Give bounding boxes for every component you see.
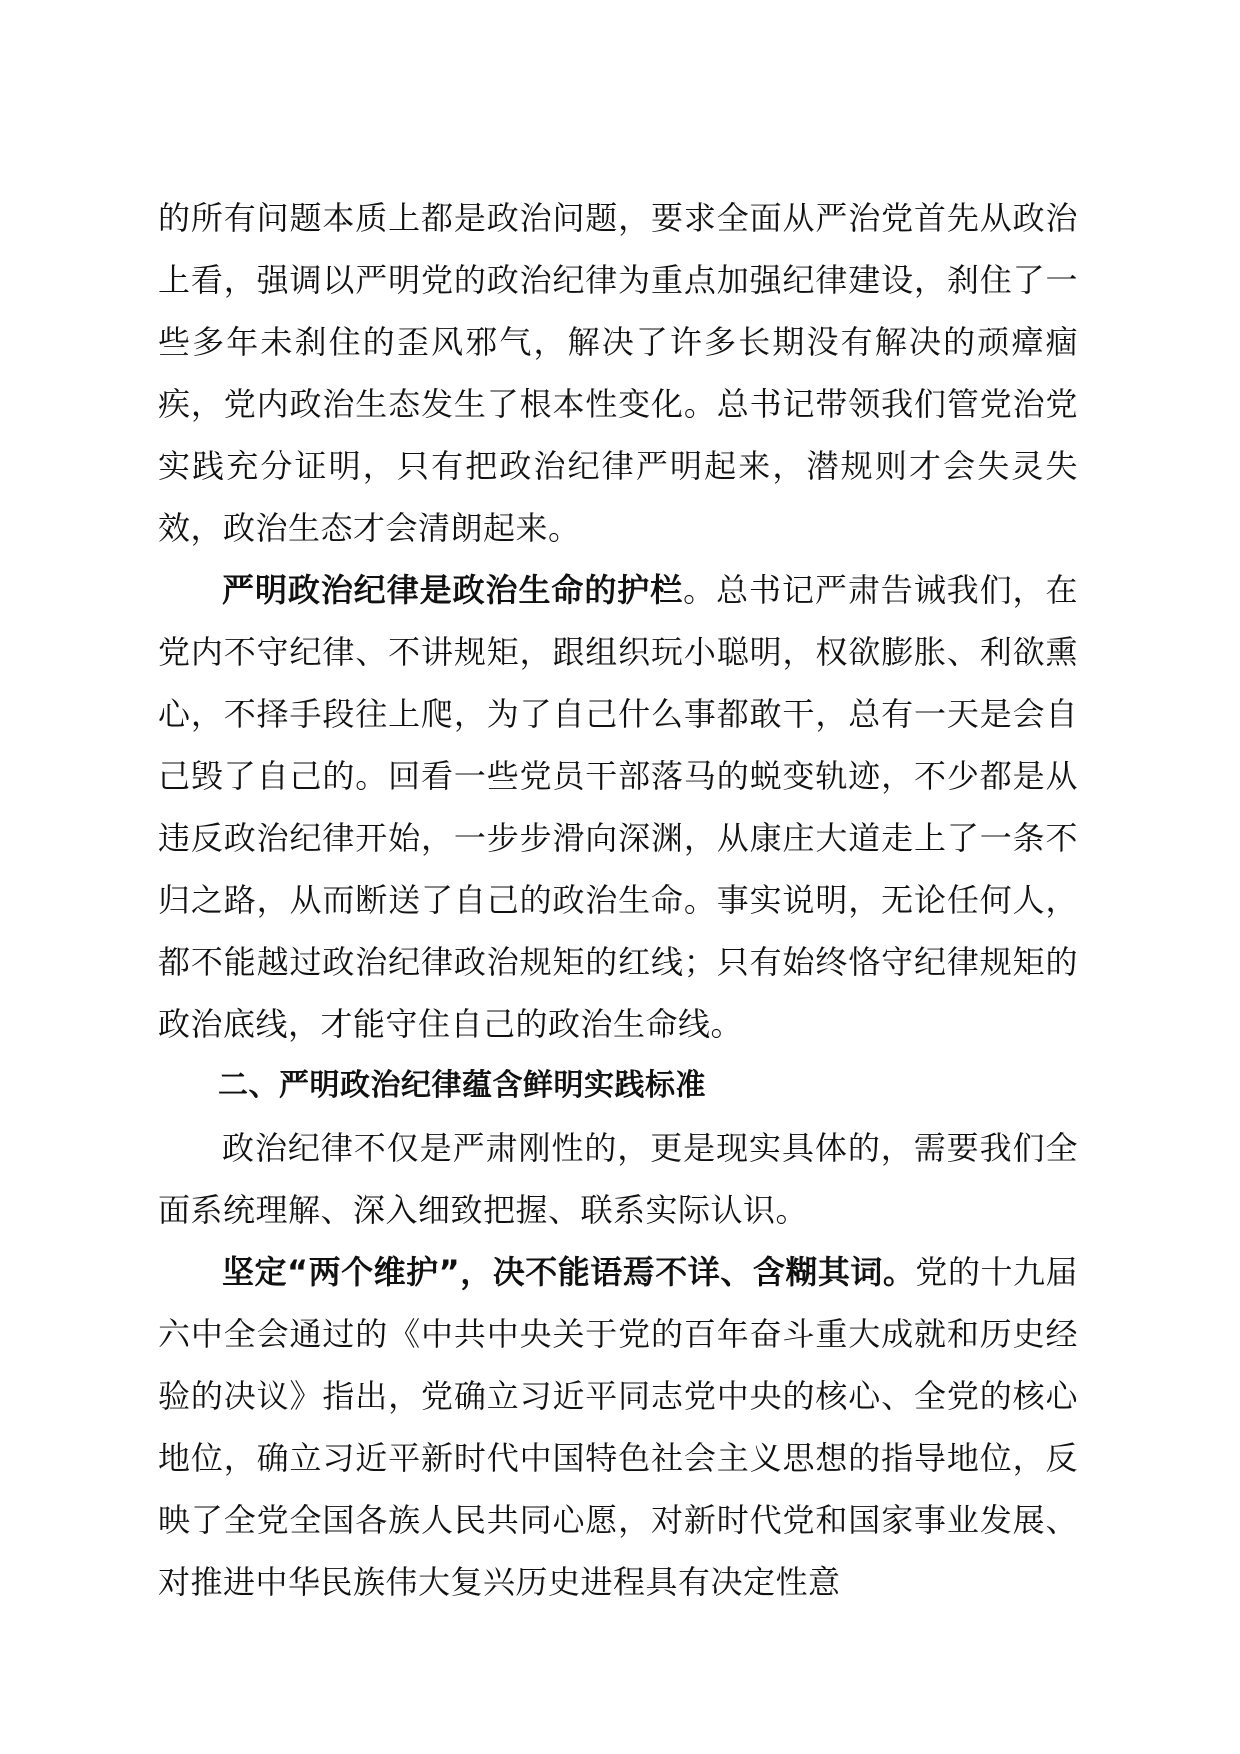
document-body: [158, 187, 1078, 1613]
paragraph-lead-bold: 坚定“两个维护”，决不能语焉不详、含糊其词。: [222, 1253, 916, 1291]
paragraph-continued: [158, 187, 1078, 559]
section-heading: 二、严明政治纪律蕴含鲜明实践标准: [218, 1068, 706, 1103]
paragraph-text: 党的十九届六中全会通过的《中共中央关于党的百年奋斗重大成就和历史经验的决议》指出，党确立习近平同志党中央的核心、全党的核心地位，确立习近平新时代中国特色社会主义思想的指导地位，反映了全党全国各族人民共同心愿，对新时代党和国家事业发展、对推进中华民族伟大复兴历史进程具有决定性意: [158, 1253, 1078, 1601]
paragraph-text: 的所有问题本质上都是政治问题，要求全面从严治党首先从政治上看，强调以严明党的政治纪律为重点加强纪律建设，刹住了一些多年未刹住的歪风邪气，解决了许多长期没有解决的顽瘴痼疾，党内政治生态发生了根本性变化。总书记带领我们管党治党实践充分证明，只有把政治纪律严明起来，潜规则才会失灵失效，政治生态才会清朗起来。: [158, 199, 1078, 547]
paragraph-text: 政治纪律不仅是严肃刚性的，更是现实具体的，需要我们全面系统理解、深入细致把握、联系实际认识。: [158, 1129, 1078, 1229]
paragraph-text: 。总书记严肃告诫我们，在党内不守纪律、不讲规矩，跟组织玩小聪明，权欲膨胀、利欲熏心，不择手段往上爬，为了自己什么事都敢干，总有一天是会自己毁了自己的。回看一些党员干部落马的蜕变轨迹，不少都是从违反政治纪律开始，一步步滑向深渊，从康庄大道走上了一条不归之路，从而断送了自己的政治生命。事实说明，无论任何人，都不能越过政治纪律政治规矩的红线；只有始终恪守纪律规矩的政治底线，才能守住自己的政治生命线。: [158, 571, 1078, 1043]
paragraph-intro: [158, 1117, 1078, 1241]
paragraph-two-safeguards: [158, 1241, 1078, 1613]
paragraph-lead-bold: 严明政治纪律是政治生命的护栏: [222, 571, 684, 609]
paragraph-political-life-guardrail: [158, 559, 1078, 1055]
